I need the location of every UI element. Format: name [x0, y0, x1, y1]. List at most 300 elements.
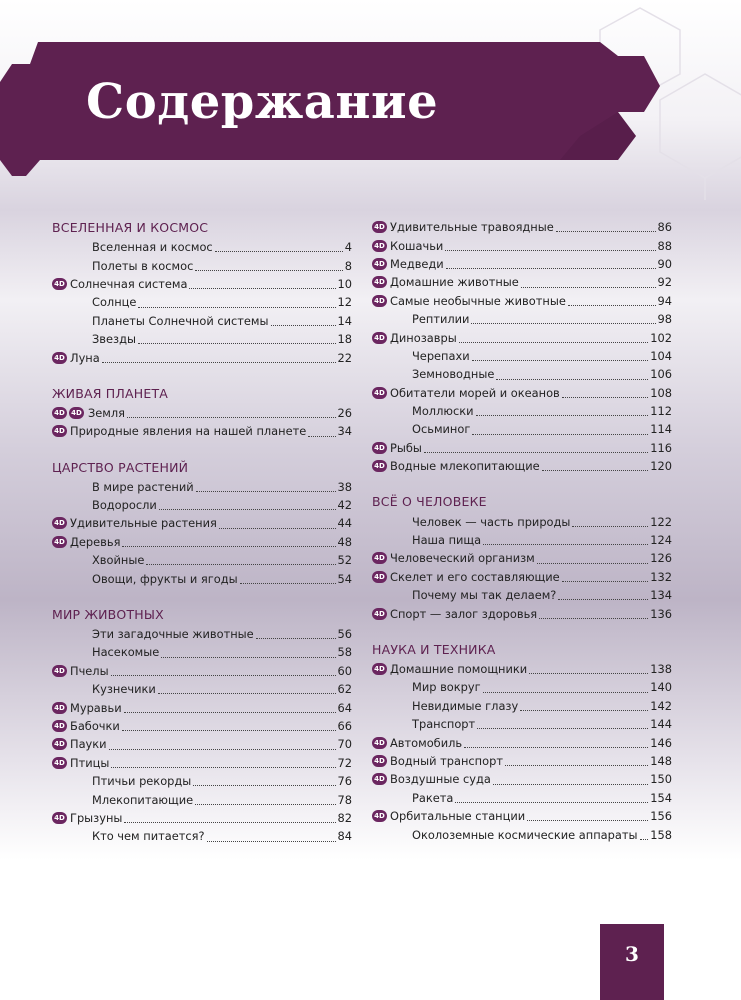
- ar-4d-icon: 4D: [372, 276, 387, 288]
- dot-leader: [493, 783, 648, 785]
- toc-section: [52, 588, 352, 846]
- toc-entry-label: Млекопитающие: [92, 792, 194, 807]
- toc-entry-label: Мир вокруг: [412, 680, 481, 695]
- toc-entry[interactable]: [372, 660, 672, 678]
- toc-entry-label: Кошачьи: [390, 238, 444, 253]
- badge-slot: [372, 240, 390, 252]
- toc-entry[interactable]: [52, 330, 352, 348]
- toc-entry-page: 92: [657, 275, 672, 290]
- dot-leader: [445, 249, 655, 251]
- toc-entry-label: Полеты в космос: [92, 258, 194, 273]
- toc-entry-label: Грызуны: [70, 810, 123, 825]
- badge-slot: [52, 665, 70, 677]
- dot-leader: [521, 286, 656, 288]
- badge-slot: [52, 425, 70, 437]
- dot-leader: [193, 784, 335, 786]
- toc-entry-page: 148: [650, 753, 672, 768]
- section-spacer: [52, 367, 352, 384]
- badge-slot: [52, 812, 70, 824]
- dot-leader: [138, 306, 335, 308]
- ar-4d-icon: 4D: [52, 738, 67, 750]
- toc-entry[interactable]: [372, 568, 672, 586]
- toc-entry[interactable]: [52, 293, 352, 311]
- toc-section: [52, 441, 352, 588]
- toc-entry-label: Скелет и его составляющие: [390, 569, 560, 584]
- dot-leader: [111, 766, 335, 768]
- dot-leader: [556, 230, 656, 232]
- toc-entry[interactable]: [52, 514, 352, 532]
- toc-entry-label: Луна: [70, 350, 100, 365]
- section-title: ЦАРСТВО РАСТЕНИЙ: [52, 459, 189, 475]
- dot-leader: [189, 287, 335, 289]
- dot-leader: [527, 819, 648, 821]
- ar-4d-icon: 4D: [52, 812, 67, 824]
- toc-entry-page: 136: [650, 606, 672, 621]
- badge-slot: [372, 442, 390, 454]
- toc-entry[interactable]: [372, 236, 672, 254]
- toc-entry[interactable]: [52, 238, 352, 256]
- toc-entry-page: 48: [337, 534, 352, 549]
- badge-slot: [52, 278, 70, 290]
- toc-entry[interactable]: [52, 312, 352, 330]
- toc-entry[interactable]: [52, 754, 352, 772]
- toc-entry-label: Земноводные: [412, 367, 495, 382]
- toc-entry-label: Наша пища: [412, 533, 482, 548]
- toc-entry-label: Земля: [88, 405, 126, 420]
- dot-leader: [520, 709, 648, 711]
- dot-leader: [111, 674, 336, 676]
- toc-entry[interactable]: [52, 569, 352, 587]
- toc-entry[interactable]: [372, 733, 672, 751]
- toc-entry-page: 64: [337, 700, 352, 715]
- toc-entry-label: Динозавры: [390, 330, 457, 345]
- dot-leader: [471, 322, 655, 324]
- toc-entry[interactable]: [52, 404, 352, 422]
- toc-entry-page: 10: [337, 276, 352, 291]
- dot-leader: [195, 269, 342, 271]
- toc-entry-label: Водоросли: [92, 498, 157, 513]
- badge-slot: [372, 332, 390, 344]
- toc-entry-page: 146: [650, 735, 672, 750]
- section-title: ЖИВАЯ ПЛАНЕТА: [52, 385, 169, 401]
- toc-entry-label: Бабочки: [70, 719, 120, 733]
- toc-entry[interactable]: [52, 662, 352, 680]
- dot-leader: [122, 729, 336, 731]
- toc-section: [372, 623, 672, 844]
- toc-entry-page: 108: [650, 385, 672, 400]
- page-number: 3: [625, 942, 639, 966]
- dot-leader: [496, 378, 648, 380]
- badge-slot: [52, 757, 70, 769]
- toc-entry-page: 54: [337, 571, 352, 586]
- dot-leader: [483, 691, 649, 693]
- toc-entry-page: 94: [657, 293, 672, 308]
- section-title: МИР ЖИВОТНЫХ: [52, 606, 164, 622]
- toc-section: [372, 475, 672, 622]
- toc-entry-label: Невидимые глазу: [412, 698, 519, 713]
- ar-4d-icon: 4D: [372, 460, 387, 472]
- toc-entry-page: 82: [337, 810, 352, 825]
- toc-right-column: [372, 218, 672, 844]
- badge-slot: [372, 663, 390, 675]
- toc-entry-label: Муравьи: [70, 700, 122, 715]
- toc-entry-page: 84: [337, 829, 352, 844]
- dot-leader: [240, 582, 336, 584]
- toc-entry[interactable]: [52, 422, 352, 440]
- section-spacer: [52, 441, 352, 458]
- badge-slot: [372, 221, 390, 233]
- toc-entry-page: 154: [650, 790, 672, 805]
- ar-4d-icon: 4D: [52, 407, 67, 419]
- toc-section: [372, 218, 672, 475]
- toc-entry-label: Звезды: [92, 332, 136, 347]
- toc-entry-label: Рептилии: [412, 312, 470, 327]
- ar-4d-icon: 4D: [52, 757, 67, 769]
- toc-entry-page: 14: [337, 313, 352, 328]
- toc-entry-label: Человек — часть природы: [412, 514, 571, 529]
- toc-entry-page: 140: [650, 680, 672, 695]
- toc-entry-label: Самые необычные животные: [390, 293, 566, 308]
- dot-leader: [455, 801, 648, 803]
- toc-entry[interactable]: [372, 457, 672, 475]
- toc-entry[interactable]: [372, 752, 672, 770]
- toc-entry-label: Ракета: [412, 790, 454, 805]
- toc-entry-label: Удивительные растения: [70, 516, 217, 531]
- toc-entry-page: 56: [337, 627, 352, 642]
- badge-slot: [372, 773, 390, 785]
- toc-entry[interactable]: [52, 625, 352, 643]
- badge-slot: [372, 552, 390, 564]
- badge-slot: [52, 407, 88, 419]
- badge-slot: [52, 517, 70, 529]
- dot-leader: [472, 359, 649, 361]
- toc-entry-label: Пчелы: [70, 663, 109, 678]
- badge-slot: [372, 460, 390, 472]
- toc-entry-label: Почему мы так делаем?: [412, 588, 557, 603]
- dot-leader: [483, 543, 648, 545]
- ar-4d-icon: 4D: [52, 517, 67, 529]
- toc-entry[interactable]: [372, 586, 672, 604]
- toc-entry-label: Солнце: [92, 295, 137, 310]
- dot-leader: [542, 469, 649, 471]
- dot-leader: [102, 361, 336, 363]
- section-title: ВСЕЛЕННАЯ И КОСМОС: [52, 220, 209, 235]
- ar-4d-icon: 4D: [372, 737, 387, 749]
- toc-entry-page: 144: [650, 717, 672, 732]
- toc-entry-page: 78: [337, 792, 352, 807]
- dot-leader: [219, 527, 336, 529]
- dot-leader: [127, 416, 335, 418]
- toc-entry[interactable]: [52, 680, 352, 698]
- dot-leader: [464, 746, 648, 748]
- toc-entry-page: 72: [337, 755, 352, 770]
- toc-entry-page: 44: [337, 516, 352, 531]
- toc-entry-page: 104: [650, 348, 672, 363]
- toc-entry[interactable]: [372, 292, 672, 310]
- toc-entry[interactable]: [52, 256, 352, 274]
- toc-entry-page: 26: [337, 405, 352, 420]
- dot-leader: [529, 672, 648, 674]
- ar-4d-icon: 4D: [52, 536, 67, 548]
- toc-entry-label: Медведи: [390, 256, 444, 271]
- toc-entry-page: 34: [337, 424, 352, 439]
- ar-4d-icon: 4D: [372, 755, 387, 767]
- dot-leader: [640, 838, 649, 840]
- dot-leader: [459, 341, 649, 343]
- toc-entry-label: Осьминог: [412, 422, 471, 437]
- toc-entry[interactable]: [52, 790, 352, 808]
- toc-entry[interactable]: [372, 531, 672, 549]
- toc-entry-label: Солнечная система: [70, 276, 188, 291]
- toc-entry-page: 138: [650, 662, 672, 676]
- badge-slot: [52, 536, 70, 548]
- toc-entry[interactable]: [372, 255, 672, 273]
- toc-entry[interactable]: [372, 218, 672, 236]
- toc-section: [52, 218, 352, 367]
- toc-entry[interactable]: [372, 439, 672, 457]
- toc-entry-page: 124: [650, 533, 672, 548]
- toc-entry-label: Околоземные космические аппараты: [412, 827, 638, 842]
- toc-entry[interactable]: [372, 273, 672, 291]
- toc-entry-page: 22: [337, 350, 352, 365]
- toc-entry-label: Кузнечики: [92, 682, 156, 697]
- ar-4d-icon: 4D: [372, 571, 387, 583]
- toc-entry-page: 114: [650, 422, 672, 437]
- toc-entry[interactable]: [372, 770, 672, 788]
- toc-entry[interactable]: [372, 715, 672, 733]
- dot-leader: [124, 821, 335, 823]
- toc-entry-label: Спорт — залог здоровья: [390, 606, 538, 621]
- dot-leader: [122, 545, 335, 547]
- dot-leader: [446, 267, 656, 269]
- toc-entry-page: 76: [337, 774, 352, 789]
- toc-entry-label: Автомобиль: [390, 735, 463, 750]
- page-number-tab: [600, 924, 664, 1000]
- toc-entry-page: 60: [337, 663, 352, 678]
- ar-4d-icon: 4D: [52, 425, 67, 437]
- toc-entry-label: Пауки: [70, 737, 107, 752]
- badge-slot: [52, 738, 70, 750]
- toc-entry[interactable]: [372, 512, 672, 530]
- toc-entry[interactable]: [372, 604, 672, 622]
- toc-entry-label: Водный транспорт: [390, 753, 503, 768]
- toc-entry-label: Домашние помощники: [390, 662, 528, 676]
- dot-leader: [207, 840, 336, 842]
- toc-entry[interactable]: [52, 735, 352, 753]
- dot-leader: [558, 598, 648, 600]
- toc-entry[interactable]: [372, 825, 672, 843]
- toc-entry-page: 102: [650, 330, 672, 345]
- toc-entry[interactable]: [372, 789, 672, 807]
- toc-entry[interactable]: [372, 402, 672, 420]
- toc-entry-page: 126: [650, 551, 672, 566]
- ar-4d-icon: 4D: [372, 221, 387, 233]
- toc-entry-page: 106: [650, 367, 672, 382]
- toc-entry-label: Деревья: [70, 534, 121, 549]
- toc-entry[interactable]: [52, 827, 352, 845]
- dot-leader: [146, 563, 335, 565]
- badge-slot: [372, 571, 390, 583]
- toc-entry-label: Вселенная и космос: [92, 240, 213, 255]
- toc-entry[interactable]: [52, 809, 352, 827]
- dot-leader: [124, 711, 336, 713]
- badge-slot: [52, 702, 70, 714]
- toc-entry[interactable]: [52, 717, 352, 735]
- dot-leader: [562, 396, 648, 398]
- toc-entry-page: 158: [650, 827, 672, 842]
- dot-leader: [572, 525, 648, 527]
- toc-entry-label: Эти загадочные животные: [92, 627, 254, 642]
- dot-leader: [539, 617, 648, 619]
- toc-entry[interactable]: [52, 772, 352, 790]
- section-spacer: [52, 588, 352, 605]
- section-spacer: [372, 475, 672, 492]
- dot-leader: [537, 562, 648, 564]
- badge-slot: [372, 810, 390, 822]
- toc-entry[interactable]: [372, 310, 672, 328]
- ar-4d-icon: 4D: [52, 278, 67, 290]
- ar-4d-icon: 4D: [52, 352, 67, 364]
- toc-entry-page: 156: [650, 809, 672, 824]
- toc-entry[interactable]: [52, 533, 352, 551]
- ar-4d-icon: 4D: [372, 258, 387, 270]
- toc-entry-page: 134: [650, 588, 672, 603]
- toc-entry-page: 18: [337, 332, 352, 347]
- badge-slot: [372, 608, 390, 620]
- ar-4d-icon: 4D: [372, 773, 387, 785]
- toc-entry[interactable]: [372, 347, 672, 365]
- dot-leader: [308, 435, 335, 437]
- toc-entry[interactable]: [52, 698, 352, 716]
- badge-slot: [372, 737, 390, 749]
- toc-entry-page: 58: [337, 645, 352, 660]
- dot-leader: [424, 451, 648, 453]
- toc-entry-label: Насекомые: [92, 645, 160, 660]
- ar-4d-icon: 4D: [52, 702, 67, 714]
- toc-entry-page: 38: [337, 479, 352, 494]
- toc-entry-label: Обитатели морей и океанов: [390, 385, 560, 400]
- toc-entry-page: 98: [657, 312, 672, 327]
- toc-entry-page: 86: [657, 220, 672, 235]
- ar-4d-icon: 4D: [372, 240, 387, 252]
- ar-4d-icon: 4D: [372, 387, 387, 399]
- dot-leader: [477, 727, 648, 729]
- badge-slot: [372, 276, 390, 288]
- dot-leader: [159, 508, 336, 510]
- ar-4d-icon: 4D: [372, 608, 387, 620]
- toc-entry[interactable]: [52, 551, 352, 569]
- toc-entry[interactable]: [52, 478, 352, 496]
- toc-entry-label: Домашние животные: [390, 275, 519, 290]
- ar-4d-icon: 4D: [52, 720, 67, 732]
- toc-entry-page: 90: [657, 256, 672, 271]
- toc-entry-label: Орбитальные станции: [390, 809, 526, 824]
- toc-entry-label: Водные млекопитающие: [390, 459, 540, 474]
- toc-entry-label: Удивительные травоядные: [390, 220, 554, 235]
- badge-slot: [372, 295, 390, 307]
- toc-entry[interactable]: [52, 275, 352, 293]
- toc-entry-label: Природные явления на нашей планете: [70, 424, 307, 439]
- toc-entry-label: Воздушные суда: [390, 772, 491, 787]
- toc-entry-page: 88: [657, 238, 672, 253]
- page-title: Содержание: [86, 74, 439, 130]
- toc-entry-page: 112: [650, 404, 672, 419]
- toc-entry[interactable]: [52, 348, 352, 366]
- toc-entry[interactable]: [372, 328, 672, 346]
- ar-4d-icon: 4D: [372, 332, 387, 344]
- toc-entry-page: 62: [337, 682, 352, 697]
- dot-leader: [568, 304, 656, 306]
- dot-leader: [256, 637, 336, 639]
- dot-leader: [109, 748, 336, 750]
- toc-entry[interactable]: [52, 643, 352, 661]
- dot-leader: [138, 342, 336, 344]
- badge-slot: [52, 352, 70, 364]
- toc-entry-page: 142: [650, 698, 672, 713]
- toc-entry[interactable]: [372, 384, 672, 402]
- toc-entry[interactable]: [372, 697, 672, 715]
- ar-4d-icon: 4D: [52, 665, 67, 677]
- ar-4d-icon: 4D: [372, 663, 387, 675]
- ar-4d-icon: 4D: [372, 552, 387, 564]
- toc-entry-page: 52: [337, 553, 352, 568]
- toc-entry[interactable]: [372, 365, 672, 383]
- dot-leader: [562, 580, 649, 582]
- toc-entry-label: Рыбы: [390, 440, 422, 455]
- toc-entry-page: 122: [650, 514, 672, 529]
- toc-entry-page: 12: [337, 295, 352, 310]
- dot-leader: [505, 764, 648, 766]
- toc-section: [52, 367, 352, 441]
- toc-entry-page: 8: [344, 258, 352, 273]
- dot-leader: [472, 433, 648, 435]
- toc-entry-label: Человеческий организм: [390, 551, 535, 566]
- dot-leader: [215, 250, 343, 252]
- toc-entry-label: Кто чем питается?: [92, 829, 205, 844]
- toc-entry-label: Черепахи: [412, 348, 470, 363]
- dot-leader: [476, 414, 649, 416]
- toc-entry-label: Транспорт: [412, 717, 476, 732]
- badge-slot: [52, 720, 70, 732]
- toc-entry-page: 66: [337, 719, 352, 733]
- toc-entry-label: Овощи, фрукты и ягоды: [92, 571, 238, 586]
- ar-4d-icon: 4D: [372, 442, 387, 454]
- toc-entry-label: В мире растений: [92, 479, 194, 494]
- dot-leader: [161, 656, 335, 658]
- toc-entry-page: 42: [337, 498, 352, 513]
- toc-entry[interactable]: [372, 807, 672, 825]
- toc-entry[interactable]: [52, 496, 352, 514]
- badge-slot: [372, 755, 390, 767]
- badge-slot: [372, 387, 390, 399]
- toc-entry-label: Птицы: [70, 755, 110, 770]
- toc-entry-label: Планеты Солнечной системы: [92, 313, 269, 328]
- toc-entry-label: Моллюски: [412, 404, 474, 419]
- toc-left-column: [52, 218, 352, 846]
- toc-entry-page: 4: [344, 240, 352, 255]
- toc-entry-page: 150: [650, 772, 672, 787]
- toc-entry[interactable]: [372, 420, 672, 438]
- toc-entry-label: Птичьи рекорды: [92, 774, 192, 789]
- section-title: НАУКА И ТЕХНИКА: [372, 641, 496, 657]
- dot-leader: [158, 692, 336, 694]
- toc-entry-page: 120: [650, 459, 672, 474]
- toc-entry[interactable]: [372, 549, 672, 567]
- toc-entry[interactable]: [372, 678, 672, 696]
- dot-leader: [195, 803, 335, 805]
- ar-4d-icon: 4D: [372, 810, 387, 822]
- toc-entry-page: 132: [650, 569, 672, 584]
